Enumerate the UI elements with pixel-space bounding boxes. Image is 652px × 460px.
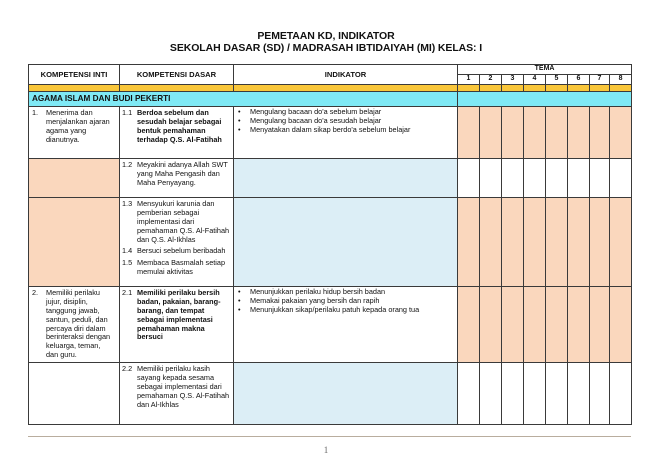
header-kd: KOMPETENSI DASAR (120, 65, 234, 85)
kd-number: 2.2 (122, 364, 133, 374)
kd-text: Berdoa sebelum dan sesudah belajar sebagai bentuk pemahaman terhadap Q.S. Al-Fatihah (137, 108, 222, 144)
page-number: 1 (323, 445, 329, 455)
tema-cell (590, 198, 610, 287)
tema-number: 5 (546, 75, 568, 85)
ki-text: Menerima dan menjalankan ajaran agama yang dianutnya. (46, 108, 110, 144)
kd-number: 1.3 (122, 199, 133, 208)
ki-cell (29, 363, 120, 425)
tema-cell (610, 107, 632, 159)
ki-cell (29, 287, 120, 363)
ki-text: Memiliki perilaku jujur, disiplin, tanggung jawab, santun, peduli, dan percaya diri dalam berinteraksi dengan keluarga, teman, dan guru. (46, 288, 111, 360)
tema-cell (568, 363, 590, 425)
tema-cell (590, 287, 610, 363)
tema-number: 8 (610, 75, 632, 85)
tema-number: 1 (458, 75, 480, 85)
indikator-cell (234, 363, 458, 425)
list-item: • Mengulang bacaan do'a sesudah belajar (238, 115, 382, 125)
tema-cell (458, 107, 480, 159)
table-row (29, 159, 632, 198)
ki-number: 1. (32, 108, 39, 117)
tema-cell (590, 107, 610, 159)
tema-cell (524, 107, 546, 159)
tema-cell (458, 159, 480, 198)
indikator-cell (234, 107, 458, 159)
tema-cell (568, 159, 590, 198)
tema-cell (524, 287, 546, 363)
kd-text: Bersuci sebelum beribadah (137, 246, 226, 256)
kd-number: 2.1 (122, 288, 133, 297)
tema-cell (610, 363, 632, 425)
tema-cell (568, 107, 590, 159)
tema-cell (458, 363, 480, 425)
tema-cell (502, 107, 524, 159)
tema-cell (480, 107, 502, 159)
kd-cell (120, 287, 234, 363)
tema-cell (524, 198, 546, 287)
tema-number: 2 (480, 75, 502, 85)
tema-cell (480, 198, 502, 287)
section-row (29, 92, 632, 107)
list-item: • Menyatakan dalam sikap berdo'a sebelum belajar (238, 124, 411, 134)
document-subtitle: SEKOLAH DASAR (SD) / MADRASAH IBTIDAIYAH (MI) KELAS: I (169, 42, 483, 54)
tema-cell (458, 198, 480, 287)
tema-number: 6 (568, 75, 590, 85)
mapping-table (28, 64, 632, 425)
tema-cell (546, 287, 568, 363)
tema-cell (610, 198, 632, 287)
ki-cell (29, 107, 120, 159)
list-item: • Menunjukkan sikap/perilaku patuh kepada orang tua (238, 304, 420, 314)
ki-cell (29, 159, 120, 198)
tema-cell (546, 159, 568, 198)
tema-cell (480, 287, 502, 363)
kd-cell (120, 107, 234, 159)
table-row (29, 107, 632, 159)
tema-cell (524, 159, 546, 198)
footer-divider (28, 436, 631, 437)
header-tema: TEMA (458, 65, 632, 75)
spacer-row (29, 85, 632, 92)
tema-cell (480, 159, 502, 198)
tema-cell (546, 363, 568, 425)
tema-cell (610, 159, 632, 198)
ki-number: 2. (32, 288, 39, 297)
table-row (29, 287, 632, 363)
section-title: AGAMA ISLAM DAN BUDI PEKERTI (29, 92, 458, 107)
kd-text: Membaca Basmalah setiap memulai aktivitas (137, 258, 226, 277)
header-indikator: INDIKATOR (234, 65, 458, 85)
list-item: • Mengulang bacaan do'a sebelum belajar (238, 107, 382, 116)
indikator-cell (234, 159, 458, 198)
kd-cell (120, 198, 234, 287)
tema-cell (502, 159, 524, 198)
tema-cell (502, 198, 524, 287)
table-row (29, 363, 632, 425)
kd-text: Meyakini adanya Allah SWT yang Maha Pengasih dan Maha Penyayang. (137, 160, 228, 187)
kd-text: Mensyukuri karunia dan pemberian sebagai implementasi dari pemahaman Q.S. Al-Fatihah dan Q.S. Al-Ikhlas (137, 199, 230, 244)
kd-text: Memiliki perilaku kasih sayang kepada sesama sebagai implementasi dari pemahaman Q.S. Al-Fatihah dan Al-Ikhlas (137, 364, 230, 409)
table-row (29, 198, 632, 287)
tema-cell (502, 287, 524, 363)
indikator-cell (234, 198, 458, 287)
document-title: PEMETAAN KD, INDIKATOR (257, 30, 395, 42)
tema-cell (502, 363, 524, 425)
indikator-cell (234, 287, 458, 363)
tema-number: 3 (502, 75, 524, 85)
header-ki: KOMPETENSI INTI (29, 65, 120, 85)
tema-cell (546, 198, 568, 287)
tema-cell (480, 363, 502, 425)
kd-cell (120, 363, 234, 425)
list-item: • Memakai pakaian yang bersih dan rapih (238, 295, 380, 305)
tema-cell (610, 287, 632, 363)
kd-text: Memiliki perilaku bersih badan, pakaian, barang-barang, dan tempat sebagai implementasi pemahaman makna bersuci (137, 288, 221, 342)
tema-cell (458, 287, 480, 363)
tema-cell (590, 363, 610, 425)
ki-cell (29, 198, 120, 287)
kd-cell (120, 159, 234, 198)
tema-number: 4 (524, 75, 546, 85)
tema-cell (568, 287, 590, 363)
list-item: • Menunjukkan perilaku hidup bersih badan (238, 287, 386, 296)
tema-cell (524, 363, 546, 425)
kd-number: 1.2 (122, 160, 133, 169)
tema-number: 7 (590, 75, 610, 85)
kd-number: 1.5 (122, 258, 133, 268)
tema-cell (546, 107, 568, 159)
kd-number: 1.1 (122, 108, 133, 117)
kd-number: 1.4 (122, 246, 133, 256)
tema-cell (568, 198, 590, 287)
tema-cell (590, 159, 610, 198)
